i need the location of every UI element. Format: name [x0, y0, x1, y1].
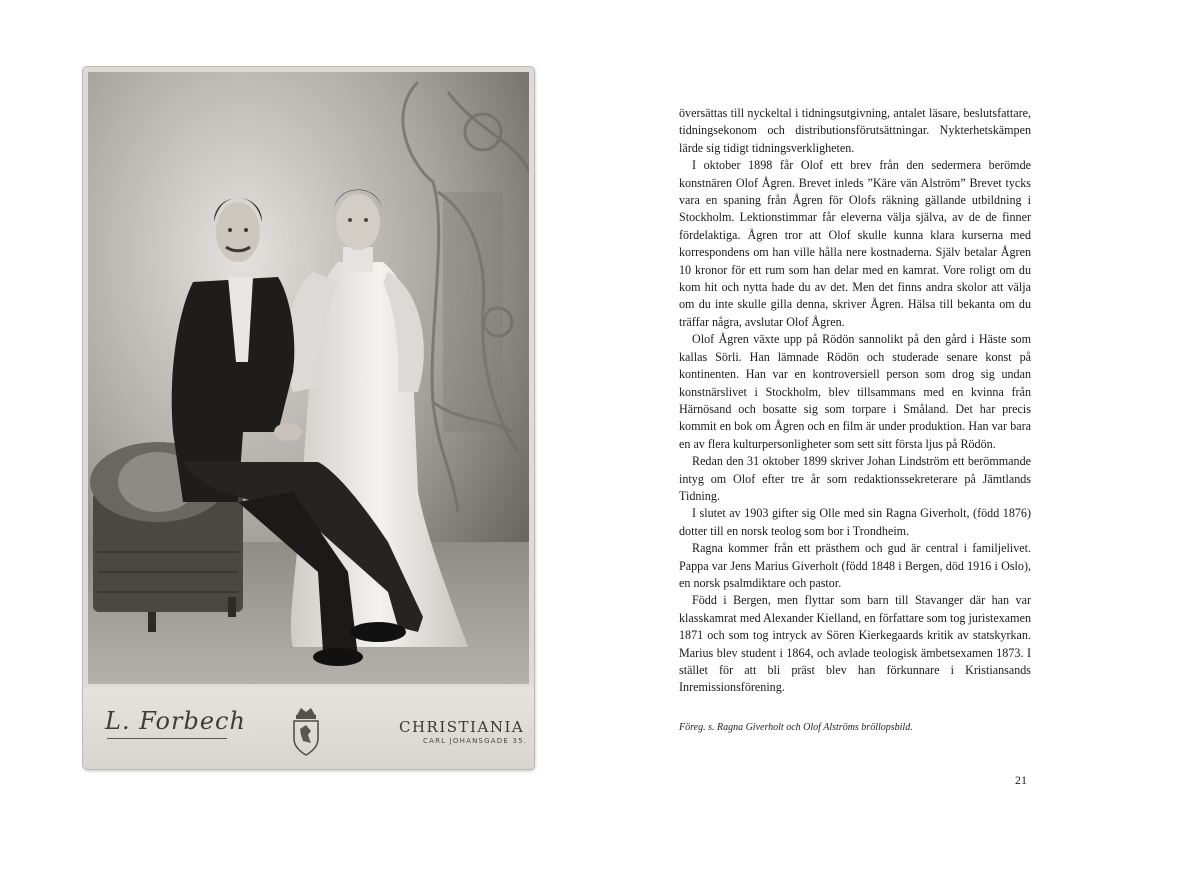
- wedding-photograph: [83, 67, 534, 769]
- paragraph: översättas till nyckeltal i tidningsutgivning, antalet läsare, beslutsfattare, tidningsekonom och distributionsförutsättningar. Nykterhetskämpen lärde sig tidigt tidningsverkligheten.: [679, 106, 1031, 155]
- paragraph: Redan den 31 oktober 1899 skriver Johan Lindström ett berömmande intyg om Olof efter tre år som redaktionssekreterare på Jämtlands Tidning.: [679, 454, 1031, 503]
- photo-caption: Föreg. s. Ragna Giverholt och Olof Alströms bröllopsbild.: [679, 722, 913, 733]
- studio-signature: L. Forbech: [105, 707, 246, 735]
- paragraph: I oktober 1898 får Olof ett brev från den sedermera berömde konstnären Olof Ågren. Brevet inleds ”Käre vän Alström” Brevet tycks vara en spaning från Ågren för Olofs räkning gällande utbildning i Stockholm. Lektionstimmar får eleverna välja själva, av de de finner fördelaktiga. Ågren tror att Olof skulle kunna klara kurserna med korrespondens om han ville hålla nere kostnaderna. Själv betalar Ågren 10 kronor för ett rum som han delar med en kamrat. Vore roligt om du kom hit och nytta hade du av det. Men det finns andra skolor att välja om du inte skulle gilla denna, skriver Ågren. Hälsa till bekanta om du träffar några, avslutar Olof Ågren.: [679, 158, 1031, 329]
- signature-underline: [107, 738, 227, 739]
- paragraph: Ragna kommer från ett prästhem och gud är central i familjelivet. Pappa var Jens Marius Giverholt (född 1848 i Bergen, död 1916 i Oslo), en norsk psalmdiktare och pastor.: [679, 541, 1031, 590]
- paragraph: Olof Ågren växte upp på Rödön sannolikt på den gård i Häste som kallas Sörli. Han lämnade Rödön och studerade senare konst på kontinenten. Han var en kontroversiell person som drog sig undan konstnärslivet i Stockholm, blev tillsammans med en kvinna från Härnösand och bosatte sig som torpare i Småland. Det har precis kommit en bok om Ågren och en film är under produktion. Han var bara en av flera kulturpersonligheter som sett sitt första ljus på Rödön.: [679, 332, 1031, 451]
- paragraph: I slutet av 1903 gifter sig Olle med sin Ragna Giverholt, (född 1876) dotter till en norsk teolog som bor i Trondheim.: [679, 506, 1031, 538]
- wedding-portrait-image: [88, 72, 529, 684]
- studio-address: CARL JOHANSGADE 35.: [423, 737, 528, 745]
- page-number: 21: [1015, 773, 1027, 787]
- body-text: [679, 105, 1031, 697]
- paragraph: Född i Bergen, men flyttar som barn till Stavanger där han var klasskamrat med Alexander Kielland, en författare som tog juristexamen 1871 och som tog intryck av Sören Kierkegaards kritik av statskyrkan. Marius blev student i 1864, och avlade teologisk ämbetsexamen 1873. I stället för att bli präst blev han förkunnare i Kristiansands Inremissionsförening.: [679, 593, 1031, 695]
- royal-crest-icon: [289, 705, 323, 759]
- studio-city: CHRISTIANIA: [399, 718, 525, 736]
